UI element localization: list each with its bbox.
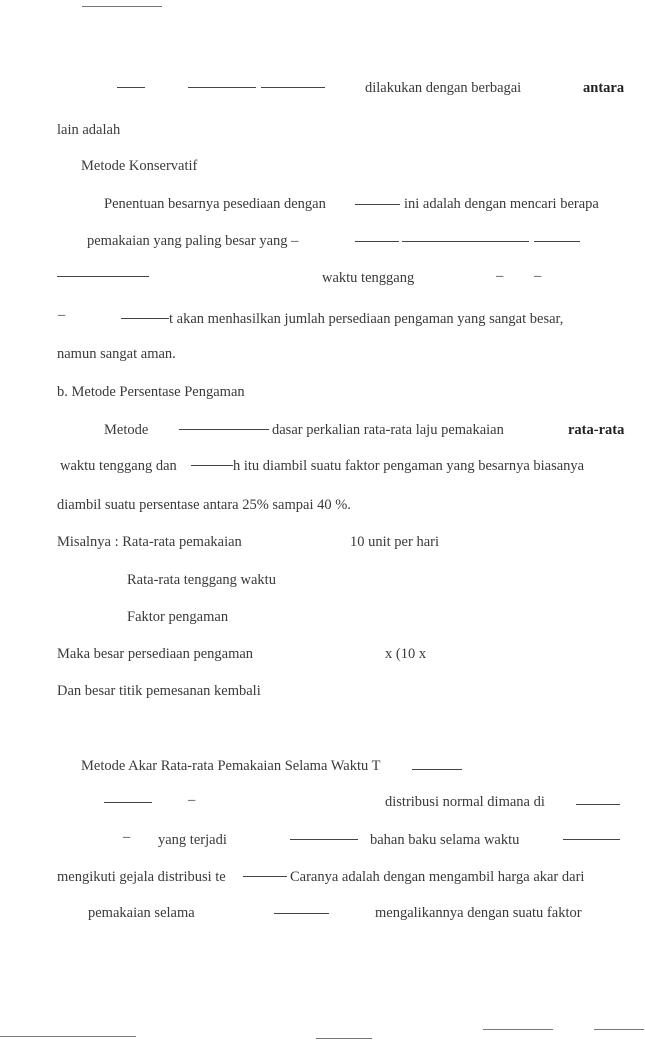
redaction-line [117,87,145,88]
bold-word: antara [583,80,625,96]
text-line: Misalnya : Rata-rata pemakaian [57,534,242,550]
redaction-line [290,839,358,840]
text-line: t akan menhasilkan jumlah persediaan pengaman yang sangat besar, [169,311,564,327]
dash: – [496,268,504,284]
text-line: yang terjadi [158,832,227,848]
dash: – [58,307,66,323]
redaction-line [188,87,256,88]
text-line: dasar perkalian rata-rata laju pemakaian [272,422,504,438]
text-line: waktu tenggang dan [60,458,177,474]
redaction-line [355,204,400,205]
footer-line [594,1029,644,1030]
footer-line [483,1029,553,1030]
dash: – [534,268,542,284]
header-line [82,6,162,7]
redaction-line [179,429,269,430]
dash: – [123,829,131,845]
redaction-line [121,318,169,319]
section-heading: Metode Akar Rata-rata Pemakaian Selama Waktu T [81,758,381,774]
text-line: Caranya adalah dengan mengambil harga akar dari [290,869,585,885]
text-line: waktu tenggang [322,270,415,286]
text-value: 10 unit per hari [350,534,439,550]
text-line: Maka besar persediaan pengaman [57,646,254,662]
text-line: ini adalah dengan mencari berapa [404,196,599,212]
bold-word: rata-rata [568,422,625,438]
text-line: pemakaian yang paling besar yang – [87,233,299,249]
redaction-line [261,87,325,88]
section-heading: Metode Konservatif [81,158,198,174]
redaction-line [355,241,399,242]
text-line: dilakukan dengan berbagai [365,80,522,96]
redaction-line [576,804,620,805]
text-line: mengalikannya dengan suatu faktor [375,905,582,921]
redaction-line [57,276,149,277]
redaction-line [563,839,620,840]
text-line: distribusi normal dimana di [385,794,545,810]
text-line: h itu diambil suatu faktor pengaman yang besarnya biasanya [233,458,585,474]
text-line: Dan besar titik pemesanan kembali [57,683,261,699]
text-line: mengikuti gejala distribusi te [57,869,226,885]
section-heading: b. Metode Persentase Pengaman [57,384,245,400]
text-line: lain adalah [57,122,121,138]
text-line: Rata-rata tenggang waktu [127,572,276,588]
text-line: pemakaian selama [88,905,195,921]
text-line: Metode [104,422,149,438]
text-line: Penentuan besarnya pesediaan dengan [104,196,326,212]
footer-line [0,1036,136,1037]
redaction-line [274,913,329,914]
text-line: bahan baku selama waktu [370,832,520,848]
redaction-line [534,241,580,242]
text-line: diambil suatu persentase antara 25% sampai 40 %. [57,497,351,513]
redaction-line [412,769,462,770]
text-line: namun sangat aman. [57,346,176,362]
redaction-line [191,465,233,466]
redaction-line [243,876,287,877]
redaction-line [104,802,152,803]
redaction-line [402,241,529,242]
text-value: x (10 x [385,646,427,662]
footer-line [316,1038,372,1039]
dash: – [188,792,196,808]
text-line: Faktor pengaman [127,609,229,625]
